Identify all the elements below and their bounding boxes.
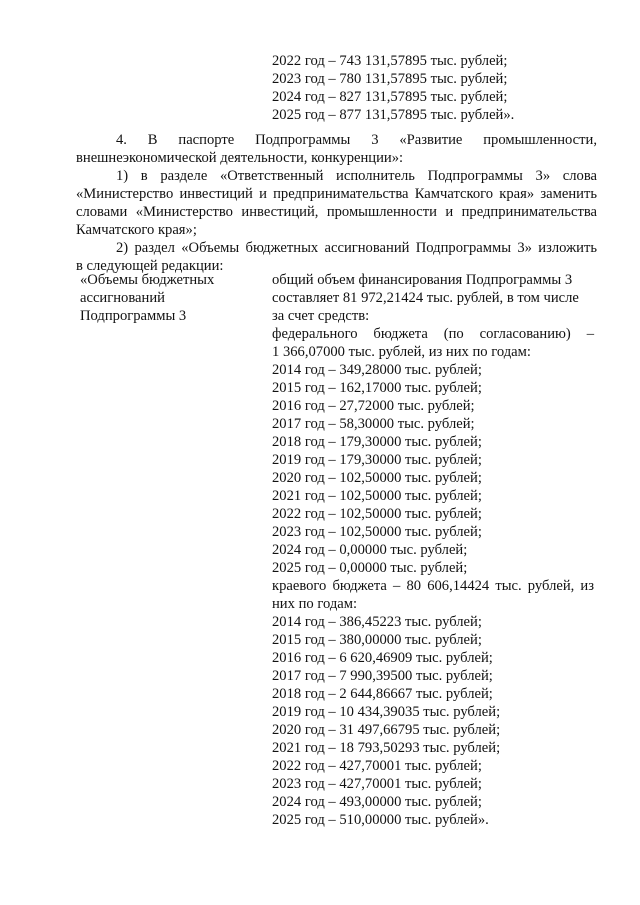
top-year-line: 2022 год – 743 131,57895 тыс. рублей;: [272, 53, 508, 69]
regional-year-line: 2025 год – 510,00000 тыс. рублей».: [272, 812, 489, 828]
paragraph-line: 4. В паспорте Подпрограммы 3 «Развитие промышленности,: [116, 132, 597, 148]
top-year-line: 2023 год – 780 131,57895 тыс. рублей;: [272, 71, 508, 87]
federal-year-line: 2021 год – 102,50000 тыс. рублей;: [272, 488, 482, 504]
federal-year-line: 2023 год – 102,50000 тыс. рублей;: [272, 524, 482, 540]
table-right-cell-line: общий объем финансирования Подпрограммы 3: [272, 272, 573, 288]
table-right-cell-line: составляет 81 972,21424 тыс. рублей, в том числе: [272, 290, 579, 306]
top-year-line: 2025 год – 877 131,57895 тыс. рублей».: [272, 107, 515, 123]
paragraph-line: 1) в разделе «Ответственный исполнитель Подпрограммы 3» слова: [116, 168, 597, 184]
table-right-cell-line: за счет средств:: [272, 308, 370, 324]
federal-year-line: 2016 год – 27,72000 тыс. рублей;: [272, 398, 475, 414]
regional-year-line: 2016 год – 6 620,46909 тыс. рублей;: [272, 650, 493, 666]
table-right-cell-line: 1 366,07000 тыс. рублей, из них по годам:: [272, 344, 531, 360]
paragraph-line: в следующей редакции:: [76, 258, 224, 274]
table-left-cell-line: «Объемы бюджетных: [80, 272, 215, 288]
top-year-line: 2024 год – 827 131,57895 тыс. рублей;: [272, 89, 508, 105]
paragraph-line: Камчатского края»;: [76, 222, 197, 238]
regional-year-line: 2020 год – 31 497,66795 тыс. рублей;: [272, 722, 501, 738]
federal-year-line: 2018 год – 179,30000 тыс. рублей;: [272, 434, 482, 450]
federal-year-line: 2014 год – 349,28000 тыс. рублей;: [272, 362, 482, 378]
federal-year-line: 2015 год – 162,17000 тыс. рублей;: [272, 380, 482, 396]
table-right-cell-line: краевого бюджета – 80 606,14424 тыс. рублей, из: [272, 578, 594, 594]
paragraph-line: «Министерство инвестиций и предпринимательства Камчатского края» заменить: [76, 186, 597, 202]
regional-year-line: 2023 год – 427,70001 тыс. рублей;: [272, 776, 482, 792]
paragraph-line: 2) раздел «Объемы бюджетных ассигнований Подпрограммы 3» изложить: [116, 240, 597, 256]
table-right-cell-line: них по годам:: [272, 596, 358, 612]
regional-year-line: 2022 год – 427,70001 тыс. рублей;: [272, 758, 482, 774]
paragraph-line: словами «Министерство инвестиций, промышленности и предпринимательства: [76, 204, 597, 220]
federal-year-line: 2020 год – 102,50000 тыс. рублей;: [272, 470, 482, 486]
regional-year-line: 2021 год – 18 793,50293 тыс. рублей;: [272, 740, 501, 756]
regional-year-line: 2017 год – 7 990,39500 тыс. рублей;: [272, 668, 493, 684]
regional-year-line: 2015 год – 380,00000 тыс. рублей;: [272, 632, 482, 648]
regional-year-line: 2024 год – 493,00000 тыс. рублей;: [272, 794, 482, 810]
regional-year-line: 2014 год – 386,45223 тыс. рублей;: [272, 614, 482, 630]
federal-year-line: 2024 год – 0,00000 тыс. рублей;: [272, 542, 468, 558]
regional-year-line: 2019 год – 10 434,39035 тыс. рублей;: [272, 704, 501, 720]
table-left-cell-line: Подпрограммы 3: [80, 308, 187, 324]
federal-year-line: 2017 год – 58,30000 тыс. рублей;: [272, 416, 475, 432]
federal-year-line: 2025 год – 0,00000 тыс. рублей;: [272, 560, 468, 576]
federal-year-line: 2019 год – 179,30000 тыс. рублей;: [272, 452, 482, 468]
federal-year-line: 2022 год – 102,50000 тыс. рублей;: [272, 506, 482, 522]
paragraph-line: внешнеэкономической деятельности, конкуренции»:: [76, 150, 404, 166]
table-left-cell-line: ассигнований: [80, 290, 165, 306]
table-right-cell-line: федерального бюджета (по согласованию) –: [272, 326, 594, 342]
regional-year-line: 2018 год – 2 644,86667 тыс. рублей;: [272, 686, 493, 702]
